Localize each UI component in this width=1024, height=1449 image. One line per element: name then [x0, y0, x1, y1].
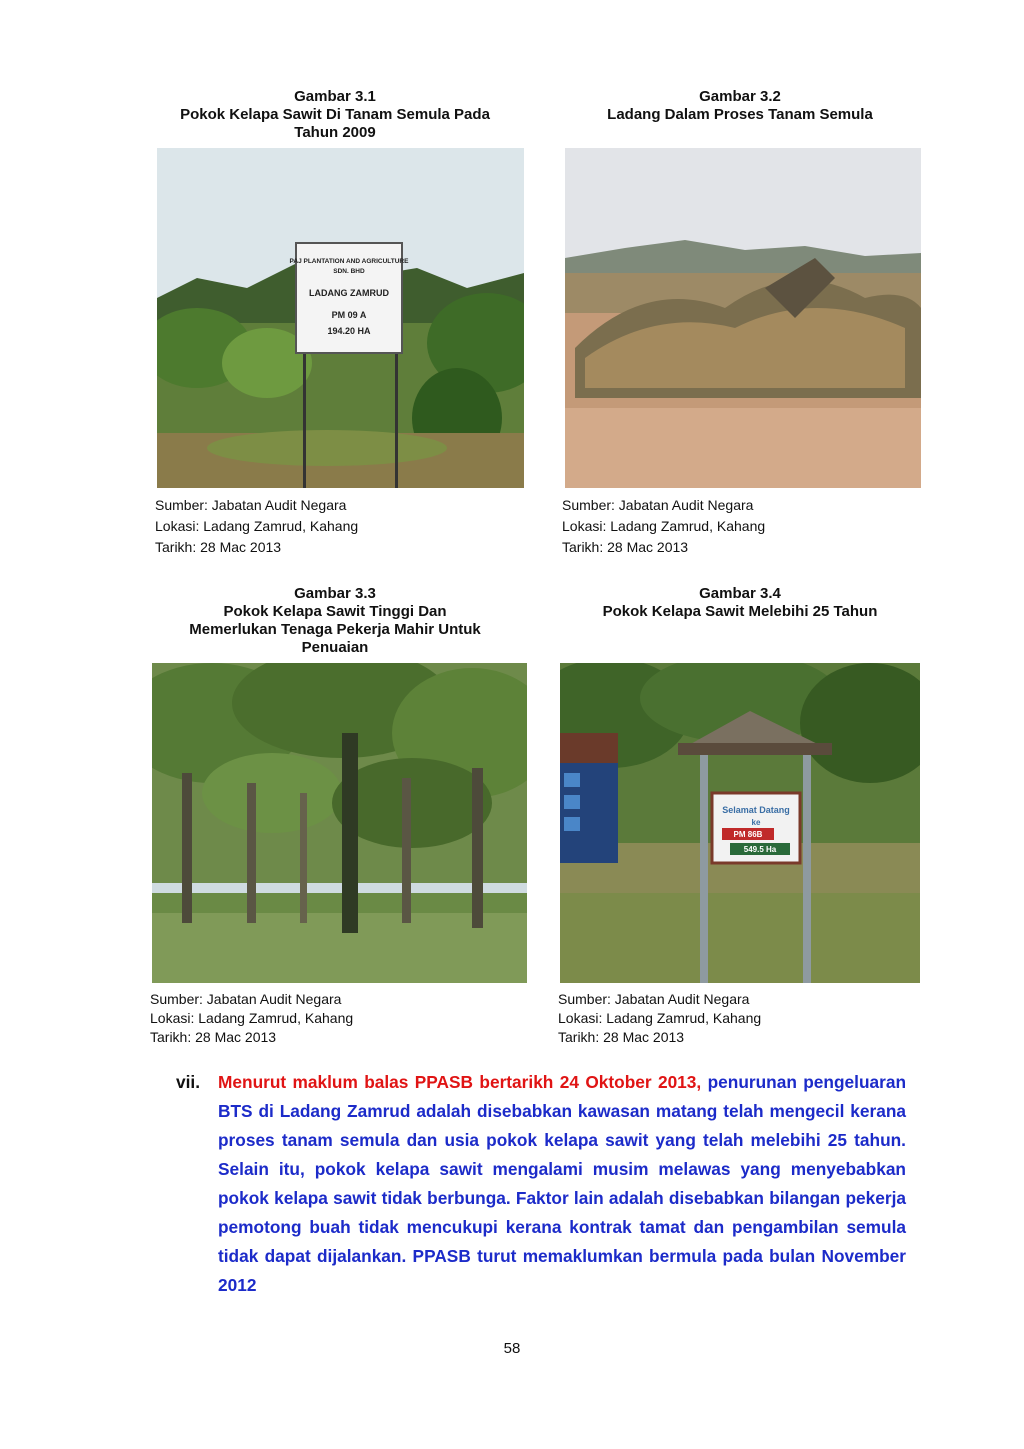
figure-3-4-photo — [560, 663, 920, 983]
figure-3-3-title — [146, 585, 524, 657]
figure-3-2-title-line: Ladang Dalam Proses Tanam Semula — [607, 106, 873, 123]
svg-text:PM 86B: PM 86B — [733, 830, 763, 839]
caption-location: Lokasi: Ladang Zamrud, Kahang — [155, 518, 359, 534]
figure-3-2-title — [555, 88, 925, 124]
caption-source: Sumber: Jabatan Audit Negara — [558, 991, 750, 1007]
figure-3-4-title-line: Pokok Kelapa Sawit Melebihi 25 Tahun — [602, 603, 878, 620]
paragraph-red-text: Menurut maklum balas PPASB bertarikh 24 Oktober 2013, — [218, 1072, 702, 1092]
figure-3-3-title-line: Memerlukan Tenaga Pekerja Mahir Untuk — [189, 621, 481, 638]
svg-text:PM 09 A: PM 09 A — [331, 310, 367, 320]
svg-text:LADANG ZAMRUD: LADANG ZAMRUD — [309, 288, 389, 298]
svg-text:SDN. BHD: SDN. BHD — [333, 268, 365, 275]
svg-text:PAJ PLANTATION AND AGRICULTURE: PAJ PLANTATION AND AGRICULTURE — [289, 258, 409, 265]
caption-source: Sumber: Jabatan Audit Negara — [155, 497, 347, 513]
figure-3-4-title — [555, 585, 925, 621]
caption-source: Sumber: Jabatan Audit Negara — [150, 991, 342, 1007]
figure-3-2-photo — [565, 148, 921, 488]
caption-location: Lokasi: Ladang Zamrud, Kahang — [562, 518, 766, 534]
caption-date: Tarikh: 28 Mac 2013 — [155, 539, 282, 555]
page-number: 58 — [503, 1340, 521, 1357]
figure-3-1-label: Gambar 3.1 — [294, 88, 376, 105]
svg-text:Selamat Datang: Selamat Datang — [722, 805, 790, 815]
paragraph-number: vii. — [176, 1072, 201, 1092]
svg-text:ke: ke — [751, 818, 761, 827]
figure-3-1-title — [150, 88, 520, 142]
caption-date: Tarikh: 28 Mac 2013 — [150, 1029, 277, 1045]
figure-3-1-title-line: Tahun 2009 — [294, 124, 376, 141]
figure-3-3-title-line: Pokok Kelapa Sawit Tinggi Dan — [223, 603, 447, 620]
figure-3-2-label: Gambar 3.2 — [699, 88, 781, 105]
figure-3-1-title-line: Pokok Kelapa Sawit Di Tanam Semula Pada — [180, 106, 490, 123]
caption-date: Tarikh: 28 Mac 2013 — [558, 1029, 685, 1045]
caption-location: Lokasi: Ladang Zamrud, Kahang — [150, 1010, 354, 1026]
figure-3-1-photo — [157, 148, 524, 488]
caption-source: Sumber: Jabatan Audit Negara — [562, 497, 754, 513]
figure-3-3-caption — [150, 990, 353, 1047]
paragraph-vii — [176, 1068, 906, 1300]
figure-3-4-label: Gambar 3.4 — [699, 585, 781, 602]
svg-text:549.5 Ha: 549.5 Ha — [743, 845, 777, 854]
figure-3-4-caption — [558, 990, 761, 1047]
caption-location: Lokasi: Ladang Zamrud, Kahang — [558, 1010, 762, 1026]
paragraph-blue-text: penurunan pengeluaran BTS di Ladang Zamrud adalah disebabkan kawasan matang telah mengecil kerana proses tanam semula dan usia pokok kelapa sawit yang telah melebihi 25 tahun. Selain itu, pokok kelapa sawit mengalami musim melawas yang menyebabkan pokok kelapa sawit tidak berbunga. Faktor lain adalah disebabkan bilangan pekerja pemotong buah tidak mencukupi kerana kontrak tamat dan pengambilan semula tidak dapat dijalankan. PPASB turut memaklumkan bermula pada bulan November 2012 — [218, 1072, 907, 1295]
figure-3-3-label: Gambar 3.3 — [294, 585, 376, 602]
figure-3-1-caption — [155, 495, 358, 558]
figure-3-3-photo — [152, 663, 527, 983]
caption-date: Tarikh: 28 Mac 2013 — [562, 539, 689, 555]
figure-3-2-caption — [562, 495, 765, 558]
paragraph-body — [218, 1068, 906, 1300]
svg-text:194.20 HA: 194.20 HA — [327, 326, 371, 336]
figure-3-3-title-line: Penuaian — [301, 639, 369, 656]
